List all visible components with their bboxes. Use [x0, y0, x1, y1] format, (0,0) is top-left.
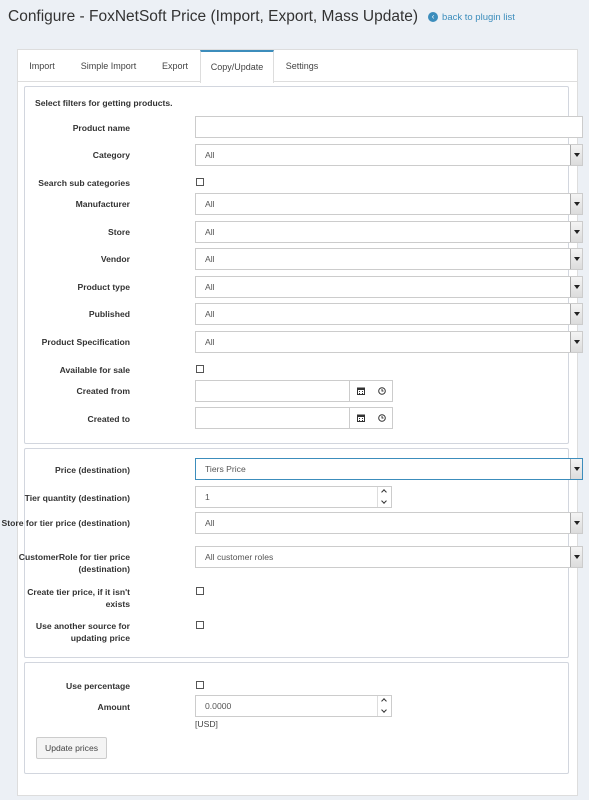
clock-icon[interactable]: [371, 408, 392, 428]
decrement-icon[interactable]: [378, 497, 391, 507]
price-destination-label: Price (destination): [55, 465, 130, 475]
created-from-input[interactable]: [195, 380, 350, 402]
filters-panel: [24, 86, 569, 444]
update-prices-button[interactable]: Update prices: [36, 737, 107, 759]
clock-icon[interactable]: [371, 381, 392, 401]
created-to-input[interactable]: [195, 407, 350, 429]
manufacturer-label: Manufacturer: [75, 199, 130, 209]
store-tier-label: Store for tier price (destination): [1, 518, 130, 528]
customer-role-label: CustomerRole for tier price (destination): [18, 552, 130, 574]
manufacturer-select[interactable]: [195, 193, 583, 215]
manufacturer-select-value: All: [205, 199, 215, 209]
dropdown-arrow-icon: [570, 304, 582, 324]
tab-import[interactable]: Import: [29, 61, 55, 71]
amount-input[interactable]: [195, 695, 392, 717]
tier-quantity-value: 1: [205, 492, 210, 502]
dropdown-arrow-icon: [570, 547, 582, 567]
product-specification-select[interactable]: [195, 331, 583, 353]
amount-value: 0.0000: [205, 701, 232, 711]
published-select-value: All: [205, 309, 215, 319]
tab-bar: [18, 50, 577, 82]
published-label: Published: [88, 309, 130, 319]
product-name-input[interactable]: [195, 116, 583, 138]
decrement-icon[interactable]: [378, 706, 391, 716]
customer-role-value: All customer roles: [205, 552, 274, 562]
search-sub-categories-checkbox[interactable]: [196, 178, 204, 186]
tab-export[interactable]: Export: [161, 61, 188, 71]
increment-icon[interactable]: [378, 487, 391, 497]
tab-simple-import[interactable]: Simple Import: [80, 61, 137, 71]
store-label: Store: [108, 227, 130, 237]
increment-icon[interactable]: [378, 696, 391, 706]
published-select[interactable]: [195, 303, 583, 325]
dropdown-arrow-icon: [570, 194, 582, 214]
tier-quantity-input[interactable]: [195, 486, 392, 508]
use-percentage-label: Use percentage: [65, 681, 130, 691]
product-type-select-value: All: [205, 282, 215, 292]
vendor-label: Vendor: [100, 254, 130, 264]
update-panel: [24, 662, 569, 774]
available-for-sale-checkbox[interactable]: [196, 365, 204, 373]
product-specification-label: Product Specification: [41, 337, 130, 347]
search-sub-categories-label: Search sub categories: [38, 178, 130, 188]
page-header: [8, 6, 515, 28]
created-to-label: Created to: [87, 414, 130, 424]
store-select[interactable]: [195, 221, 583, 243]
available-for-sale-label: Available for sale: [59, 365, 130, 375]
amount-spinner: [377, 696, 391, 716]
create-tier-checkbox[interactable]: [196, 587, 204, 595]
back-link-label: back to plugin list: [442, 11, 515, 23]
dropdown-arrow-icon: [570, 249, 582, 269]
dropdown-arrow-icon: [570, 459, 582, 479]
back-to-plugin-list-link[interactable]: [428, 12, 515, 23]
dropdown-arrow-icon: [570, 332, 582, 352]
store-tier-value: All: [205, 518, 215, 528]
another-source-label: Use another source for updating price: [35, 621, 130, 643]
create-tier-label: Create tier price, if it isn't exists: [27, 587, 130, 609]
product-type-select[interactable]: [195, 276, 583, 298]
circle-arrow-left-icon: ‹: [428, 12, 438, 22]
use-percentage-checkbox[interactable]: [196, 681, 204, 689]
tab-copy-update[interactable]: Copy/Update: [200, 50, 274, 83]
vendor-select[interactable]: [195, 248, 583, 270]
product-name-label: Product name: [72, 123, 130, 133]
product-type-label: Product type: [77, 282, 130, 292]
page-title: Configure - FoxNetSoft Price (Import, Export, Mass Update): [8, 8, 419, 25]
calendar-icon[interactable]: [350, 408, 371, 428]
price-destination-value: Tiers Price: [205, 464, 246, 474]
destination-panel: [1, 448, 569, 658]
category-select-value: All: [205, 150, 215, 160]
store-tier-select[interactable]: [195, 512, 583, 534]
created-to-picker: [350, 407, 393, 429]
currency-hint: [USD]: [195, 719, 218, 729]
price-destination-select[interactable]: [195, 458, 583, 480]
customer-role-select[interactable]: [195, 546, 583, 568]
dropdown-arrow-icon: [570, 145, 582, 165]
filters-title: Select filters for getting products.: [35, 98, 173, 108]
tab-settings[interactable]: Settings: [285, 61, 319, 71]
dropdown-arrow-icon: [570, 222, 582, 242]
store-select-value: All: [205, 227, 215, 237]
created-from-label: Created from: [76, 386, 130, 396]
amount-label: Amount: [97, 702, 130, 712]
category-label: Category: [92, 150, 130, 160]
created-from-picker: [350, 380, 393, 402]
product-specification-select-value: All: [205, 337, 215, 347]
vendor-select-value: All: [205, 254, 215, 264]
calendar-icon[interactable]: [350, 381, 371, 401]
another-source-checkbox[interactable]: [196, 621, 204, 629]
category-select[interactable]: [195, 144, 583, 166]
dropdown-arrow-icon: [570, 277, 582, 297]
dropdown-arrow-icon: [570, 513, 582, 533]
tier-quantity-label: Tier quantity (destination): [24, 493, 130, 503]
tier-quantity-spinner: [377, 487, 391, 507]
